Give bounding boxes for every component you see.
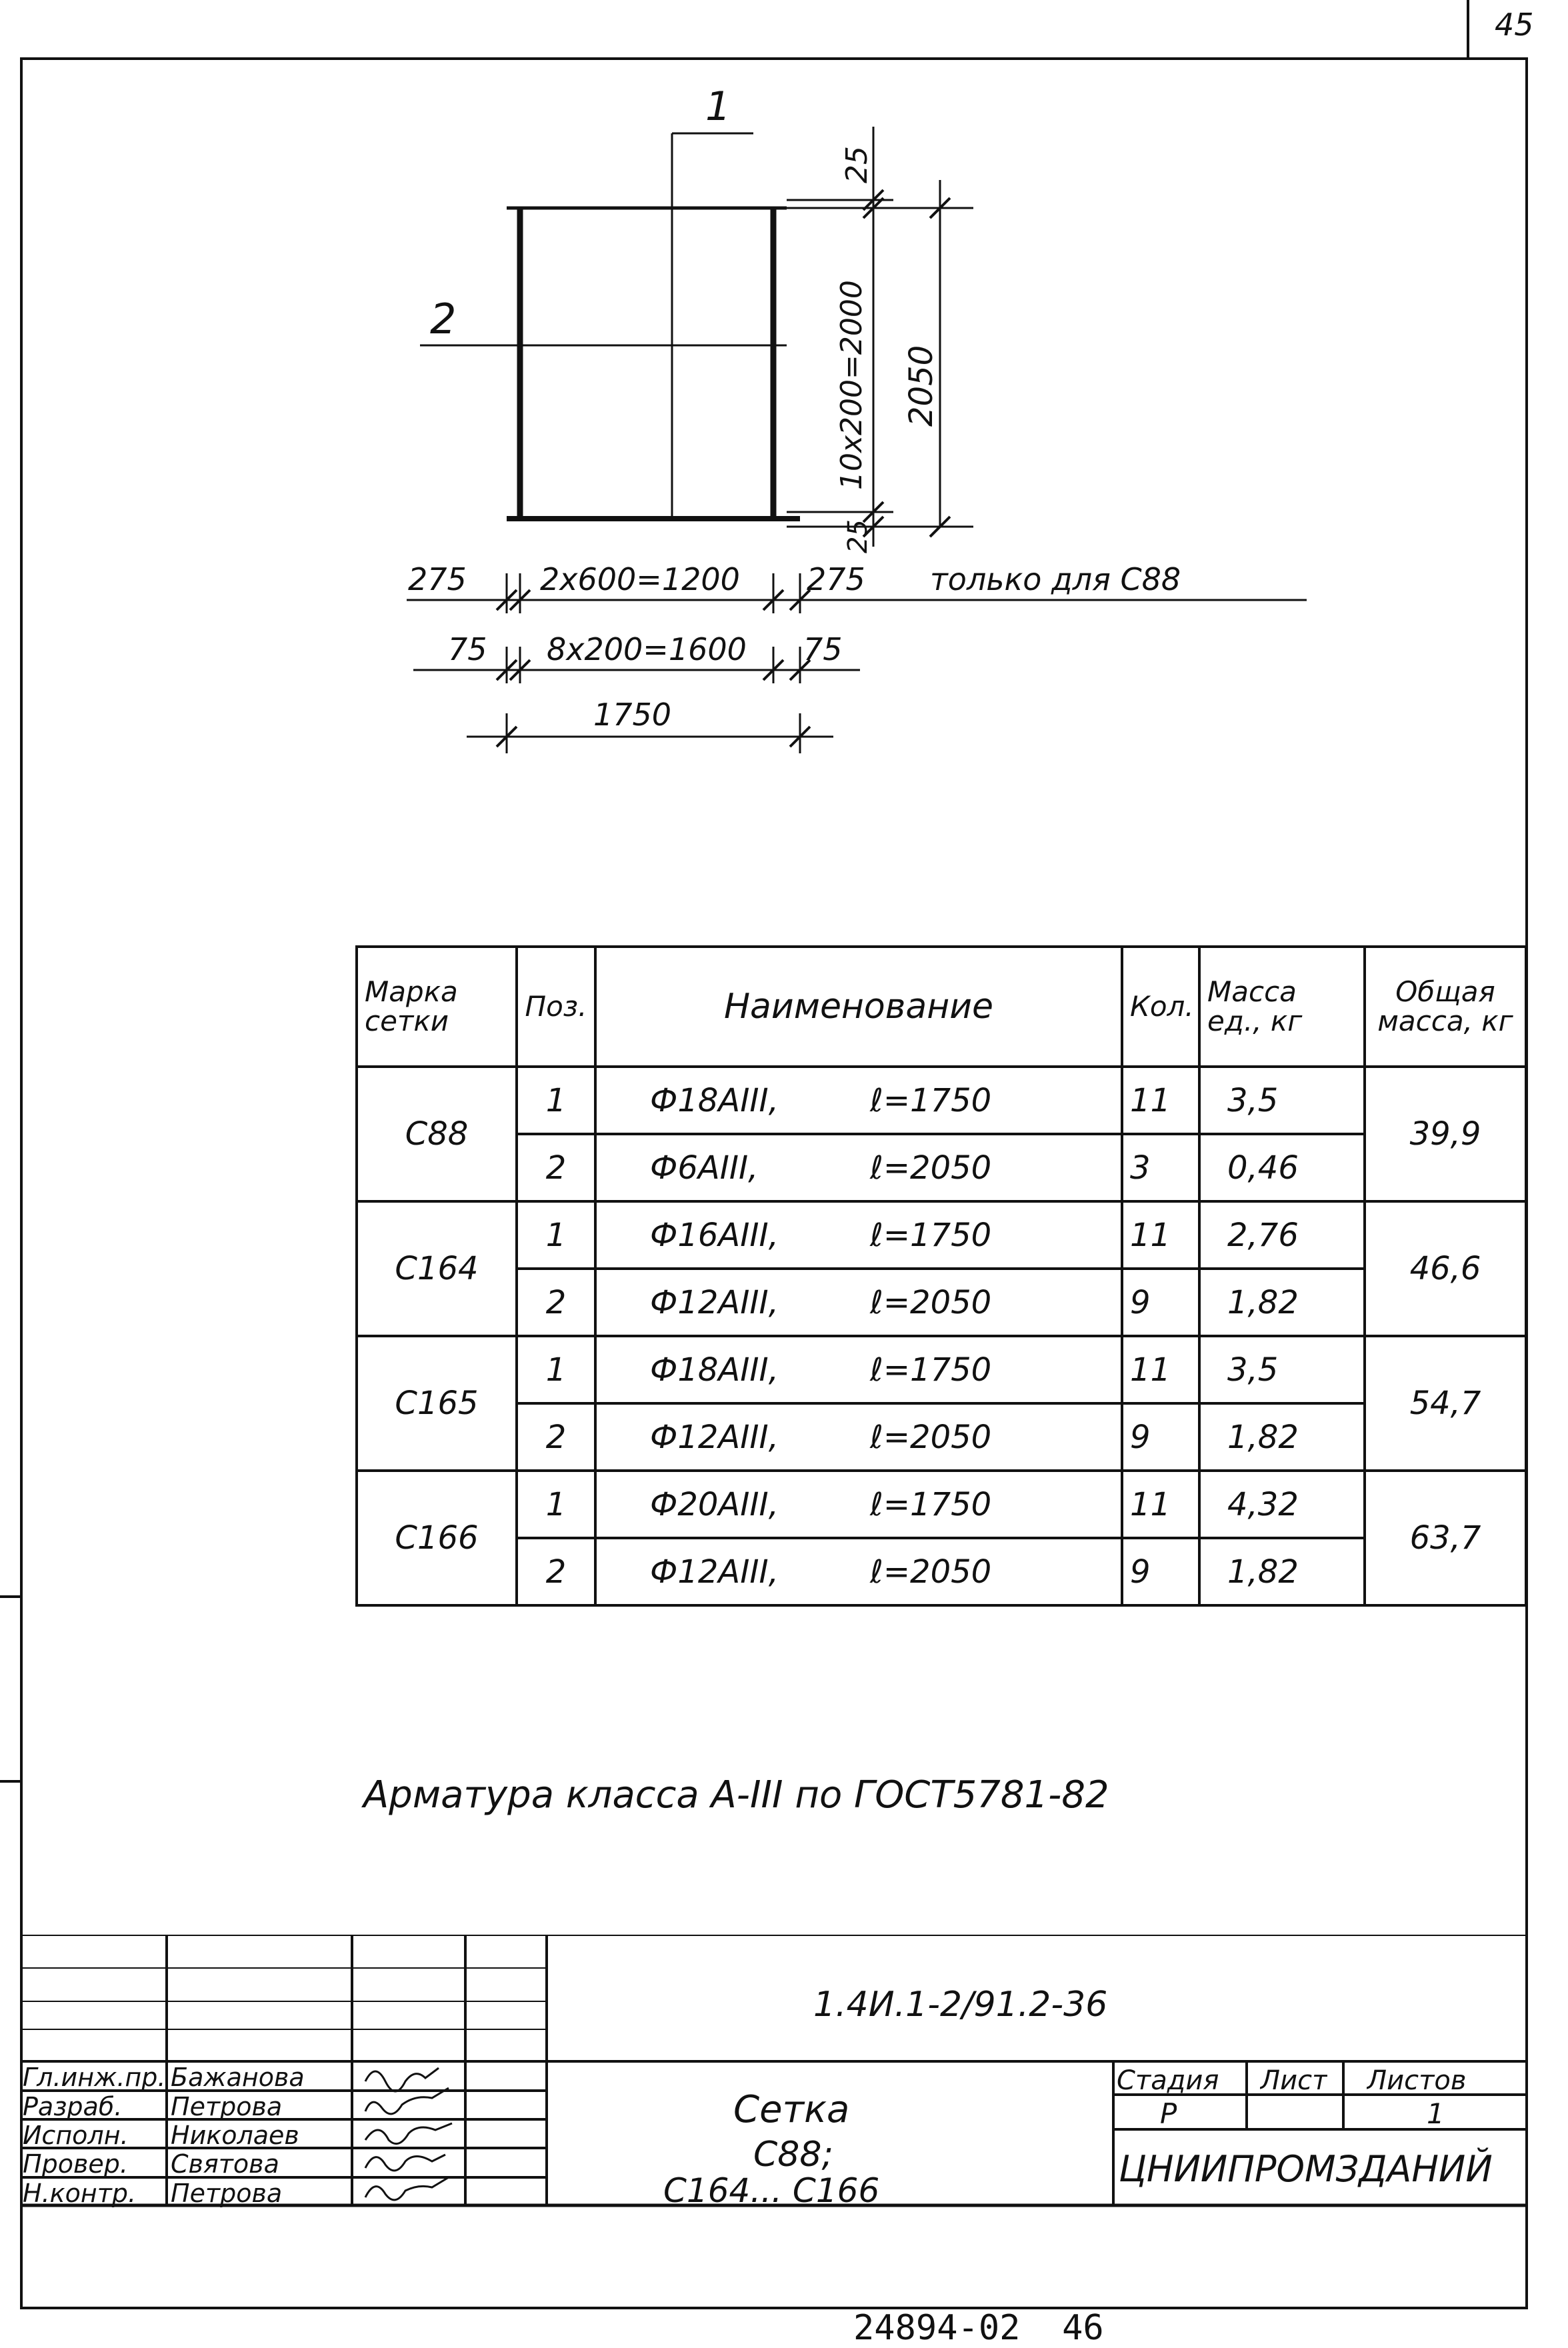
doc-code: 1.4И.1-2/91.2-36 — [813, 1985, 1108, 2025]
bar-length: ℓ=1750 — [870, 1485, 992, 1523]
bar-name-cell — [595, 1269, 1122, 1336]
bar-length: ℓ=2050 — [870, 1553, 992, 1591]
bar-length: ℓ=1750 — [870, 1081, 992, 1119]
spec-row — [357, 1471, 1526, 1538]
bar-diameter: Ф20АIII, — [650, 1485, 779, 1523]
bar-name-cell — [595, 1403, 1122, 1471]
bar-name-cell — [595, 1201, 1122, 1269]
role-4: Н.контр. — [23, 2179, 137, 2208]
note-only-c88: только для С88 — [930, 561, 1181, 597]
unit-mass-cell: 3,5 — [1199, 1336, 1365, 1403]
position-cell: 1 — [517, 1336, 595, 1403]
header-mark: Марка сетки — [357, 947, 517, 1067]
spec-row — [357, 1538, 1526, 1605]
spec-row — [357, 1201, 1526, 1269]
unit-mass-cell: 1,82 — [1199, 1403, 1365, 1471]
header-pos: Поз. — [517, 947, 595, 1067]
unit-mass-cell: 0,46 — [1199, 1134, 1365, 1201]
dim-top-25: 25 — [840, 146, 874, 183]
signature-icon — [365, 2155, 445, 2171]
header-total-mass: Общая масса, кг — [1365, 947, 1526, 1067]
reinforcement-note: Арматура класса А-III по ГОСТ5781-82 — [363, 1773, 1109, 1817]
total-mass-cell: 46,6 — [1365, 1201, 1526, 1336]
quantity-cell: 11 — [1122, 1201, 1199, 1269]
title-block — [20, 1935, 1528, 2309]
dim-275-left: 275 — [408, 561, 467, 597]
dim-275-right: 275 — [807, 561, 865, 597]
bar-length: ℓ=2050 — [870, 1149, 992, 1187]
spec-row — [357, 1269, 1526, 1336]
unit-mass-cell: 3,5 — [1199, 1067, 1365, 1134]
bar-name-cell — [595, 1067, 1122, 1134]
bar-length: ℓ=2050 — [870, 1283, 992, 1321]
mesh-drawing — [0, 0, 1568, 787]
dim-vertical-total: 2050 — [903, 345, 940, 427]
signature-icon — [365, 2068, 439, 2091]
dim-2x600: 2x600=1200 — [540, 561, 740, 597]
sheets-value: 1 — [1427, 2097, 1445, 2130]
title-line-1: Сетка — [733, 2088, 850, 2131]
bottom-number: 24894-02 46 — [853, 2308, 1104, 2348]
margin-line — [0, 1595, 20, 1598]
role-0: Гл.инж.пр. — [23, 2063, 165, 2092]
position-cell: 1 — [517, 1201, 595, 1269]
bar-diameter: Ф12АIII, — [650, 1553, 779, 1591]
specification-table — [355, 945, 1527, 1607]
spec-row — [357, 1067, 1526, 1134]
total-mass-cell: 39,9 — [1365, 1067, 1526, 1201]
title-line-3: С164... С166 — [663, 2171, 880, 2210]
name-4: Петрова — [171, 2179, 283, 2208]
unit-mass-cell: 4,32 — [1199, 1471, 1365, 1538]
header-qty: Кол. — [1122, 947, 1199, 1067]
quantity-cell: 11 — [1122, 1067, 1199, 1134]
bar-diameter: Ф16АIII, — [650, 1216, 779, 1254]
name-0: Бажанова — [171, 2063, 305, 2092]
bar-name-cell — [595, 1134, 1122, 1201]
role-3: Провер. — [23, 2149, 128, 2179]
position-cell: 1 — [517, 1067, 595, 1134]
margin-line — [0, 1780, 20, 1783]
bar-length: ℓ=1750 — [870, 1216, 992, 1254]
signature-icon — [365, 2177, 449, 2200]
unit-mass-cell: 2,76 — [1199, 1201, 1365, 1269]
bar-diameter: Ф18АIII, — [650, 1081, 779, 1119]
signatures — [352, 2061, 465, 2205]
bar-name-cell — [595, 1538, 1122, 1605]
dim-total-width: 1750 — [593, 697, 672, 733]
total-mass-cell: 54,7 — [1365, 1336, 1526, 1471]
bar-name-cell — [595, 1336, 1122, 1403]
bar-diameter: Ф6АIII, — [650, 1149, 759, 1187]
quantity-cell: 9 — [1122, 1269, 1199, 1336]
title-line-2: С88; — [753, 2135, 833, 2175]
spec-row — [357, 1134, 1526, 1201]
role-1: Разраб. — [23, 2092, 123, 2121]
unit-mass-cell: 1,82 — [1199, 1538, 1365, 1605]
bar-diameter: Ф18АIII, — [650, 1351, 779, 1389]
role-2: Исполн. — [23, 2121, 129, 2150]
bar-length: ℓ=2050 — [870, 1418, 992, 1456]
dim-vertical-grid: 10x200=2000 — [835, 280, 869, 490]
dim-8x200: 8x200=1600 — [547, 631, 747, 667]
quantity-cell: 9 — [1122, 1403, 1199, 1471]
dim-75-right: 75 — [803, 631, 843, 667]
position-cell: 2 — [517, 1269, 595, 1336]
mesh-mark: С88 — [357, 1067, 517, 1201]
organization: ЦНИИПРОМЗДАНИЙ — [1119, 2148, 1493, 2190]
quantity-cell: 11 — [1122, 1336, 1199, 1403]
header-unit-mass: Масса ед., кг — [1199, 947, 1365, 1067]
stage-label: Стадия — [1117, 2065, 1219, 2096]
mesh-mark: С166 — [357, 1471, 517, 1605]
quantity-cell: 9 — [1122, 1538, 1199, 1605]
signature-icon — [365, 2123, 452, 2144]
sheets-label: Листов — [1367, 2065, 1467, 2096]
stage-value: Р — [1160, 2097, 1177, 2130]
quantity-cell: 3 — [1122, 1134, 1199, 1201]
name-3: Святова — [171, 2149, 279, 2179]
position-cell: 2 — [517, 1538, 595, 1605]
dim-bottom-25: 25 — [843, 519, 873, 553]
position-cell: 2 — [517, 1134, 595, 1201]
spec-row — [357, 1336, 1526, 1403]
pos2-label: 2 — [430, 295, 457, 343]
position-cell: 1 — [517, 1471, 595, 1538]
bar-diameter: Ф12АIII, — [650, 1283, 779, 1321]
total-mass-cell: 63,7 — [1365, 1471, 1526, 1605]
quantity-cell: 11 — [1122, 1471, 1199, 1538]
sheet-label: Лист — [1260, 2065, 1328, 2096]
spec-row — [357, 1403, 1526, 1471]
spec-header-row — [357, 947, 1526, 1067]
signature-icon — [365, 2088, 449, 2114]
unit-mass-cell: 1,82 — [1199, 1269, 1365, 1336]
bar-diameter: Ф12АIII, — [650, 1418, 779, 1456]
dim-75-left: 75 — [448, 631, 487, 667]
position-cell: 2 — [517, 1403, 595, 1471]
mesh-mark: С165 — [357, 1336, 517, 1471]
mesh-mark: С164 — [357, 1201, 517, 1336]
bar-name-cell — [595, 1471, 1122, 1538]
pos1-label: 1 — [705, 83, 731, 130]
bar-length: ℓ=1750 — [870, 1351, 992, 1389]
name-1: Петрова — [171, 2092, 283, 2121]
page-number: 45 — [1495, 7, 1534, 43]
header-name: Наименование — [595, 947, 1122, 1067]
name-2: Николаев — [171, 2121, 299, 2150]
